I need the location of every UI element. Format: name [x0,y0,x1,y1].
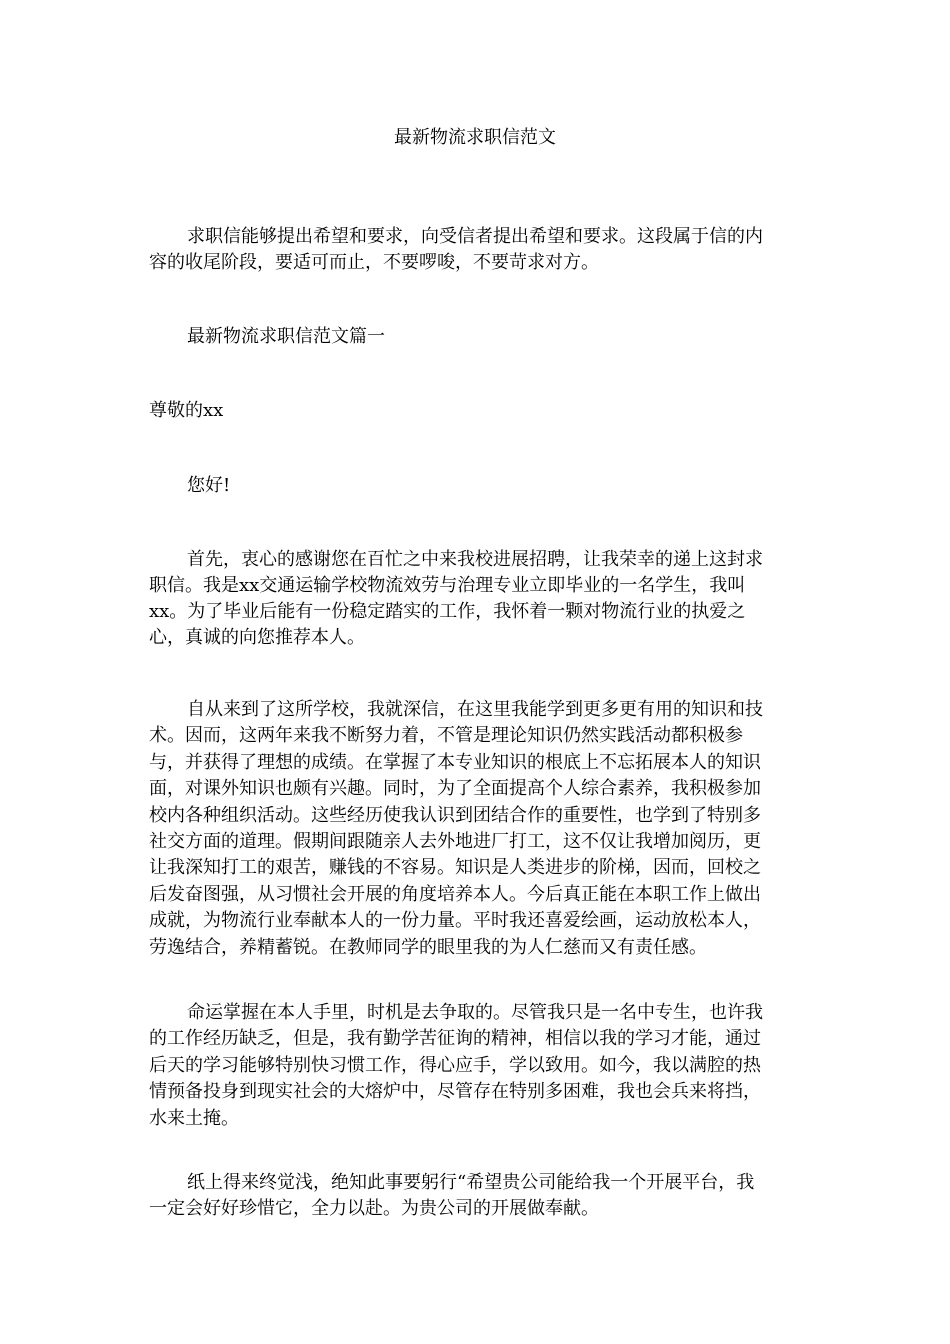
paragraph-3 [149,1000,799,1132]
section-heading-text: 最新物流求职信范文篇一 [187,326,385,347]
text-line: 劳逸结合，养精蓄锐。在教师同学的眼里我的为人仁慈而又有责任感。 [149,936,707,958]
text-line: 术。因而，这两年来我不断努力着，不管是理论知识仍然实践活动都积极参 [149,725,743,747]
salutation [149,398,799,424]
text-line: 后天的学习能够特别快习惯工作，得心应手，学以致用。如今，我以满腔的热 [149,1054,761,1076]
text-line: 一定会好好珍惜它，全力以赴。为贵公司的开展做奉献。 [149,1198,599,1219]
greeting [149,473,799,499]
salutation-text: 尊敬的xx [149,400,224,421]
text-line: 情预备投身到现实社会的大熔炉中，尽管存在特别多困难，我也会兵来将挡， [149,1081,761,1103]
text-line: 成就，为物流行业奉献本人的一份力量。平时我还喜爱绘画，运动放松本人， [149,910,761,932]
text-line: 容的收尾阶段，要适可而止，不要啰唆，不要苛求对方。 [149,252,599,273]
paragraph-1 [149,547,799,651]
text-line: 校内各种组织活动。这些经历使我认识到团结合作的重要性，也学到了特别多 [149,804,761,826]
text-line: 面，对课外知识也颇有兴趣。同时，为了全面提高个人综合素养，我积极参加 [149,778,761,800]
text-line: 后发奋图强，从习惯社会开展的角度培养本人。今后真正能在本职工作上做出 [149,883,761,905]
text-line: 心，真诚的向您推荐本人。 [149,627,365,648]
section-heading [149,324,799,350]
text-line: 自从来到了这所学校，我就深信，在这里我能学到更多更有用的知识和技 [187,699,763,720]
text-line: 纸上得来终觉浅，绝知此事要躬行“希望贵公司能给我一个开展平台，我 [187,1172,755,1193]
text-line: 的工作经历缺乏，但是，我有勤学苦征询的精神，相信以我的学习才能，通过 [149,1028,761,1050]
text-line: 与，并获得了理想的成绩。在掌握了本专业知识的根底上不忘拓展本人的知识 [149,751,761,773]
text-line: 职信。我是xx交通运输学校物流效劳与治理专业立即毕业的一名学生，我叫 [149,575,746,596]
greeting-text: 您好! [187,475,231,496]
text-line: xx。为了毕业后能有一份稳定踏实的工作，我怀着一颗对物流行业的执爱之 [149,601,746,622]
paragraph-2 [149,697,799,961]
text-line: 让我深知打工的艰苦，赚钱的不容易。知识是人类进步的阶梯，因而，回校之 [149,857,761,879]
paragraph-4 [149,1170,799,1222]
text-line: 命运掌握在本人手里，时机是去争取的。尽管我只是一名中专生，也许我 [187,1002,763,1023]
text-line: 社交方面的道理。假期间跟随亲人去外地进厂打工，这不仅让我增加阅历，更 [149,830,761,852]
document-title: 最新物流求职信范文 [394,127,556,148]
intro-paragraph [149,224,799,276]
text-line: 首先，衷心的感谢您在百忙之中来我校进展招聘，让我荣幸的递上这封求 [187,549,763,570]
text-line: 求职信能够提出希望和要求，向受信者提出希望和要求。这段属于信的内 [187,226,763,247]
text-line: 水来土掩。 [149,1107,239,1129]
